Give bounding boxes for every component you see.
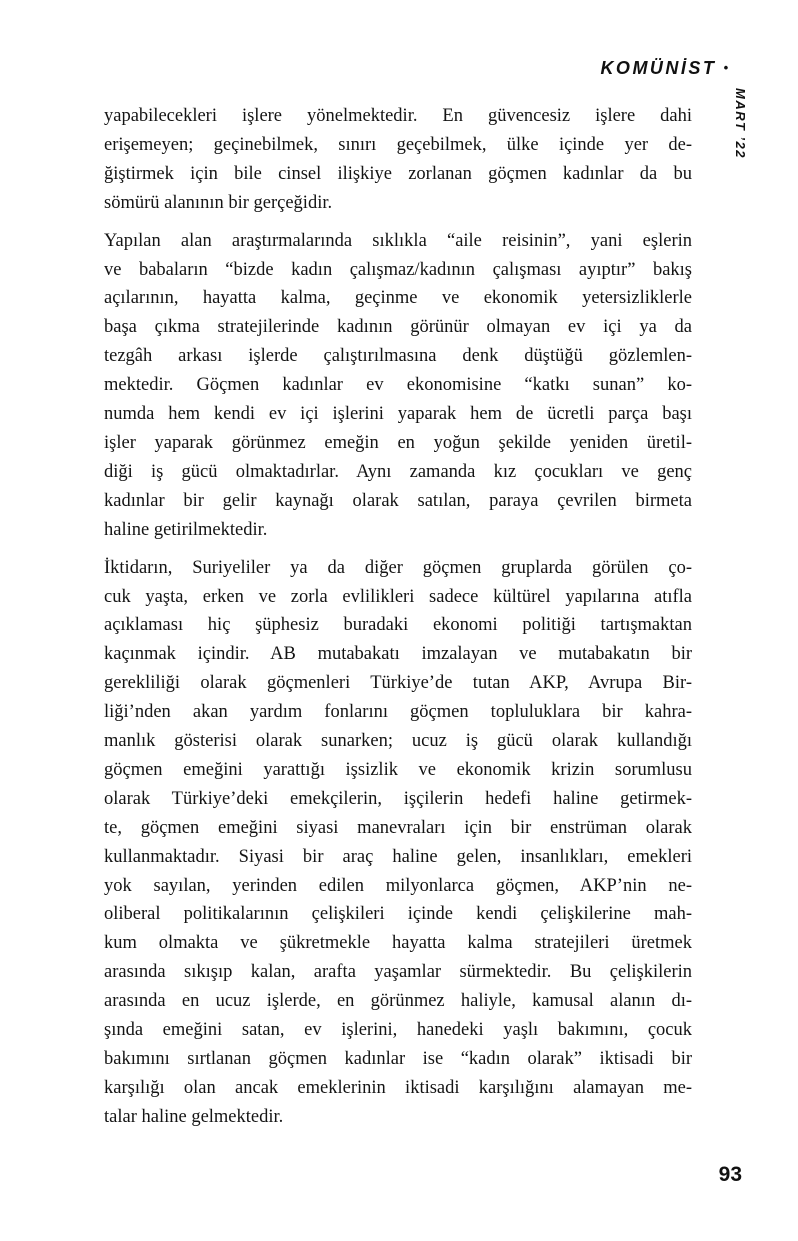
journal-title: KOMÜNİST [600,58,717,78]
text-line: arasında en ucuz işlerde, en görünmez haliyle, kamusal alanın dı- [104,991,692,1012]
issue-date-vertical: MART ’22 [733,88,748,159]
text-line: sömürü alanının bir gerçeğidir. [104,192,333,213]
text-line: göçmen emeğini yarattığı işsizlik ve ekonomik krizin sorumlusu [104,759,692,780]
body-text [104,102,692,1132]
text-line: kadınlar bir gelir kaynağı olarak satılan, paraya çevrilen birmeta [104,490,692,511]
text-line: arasında sıkışıp kalan, arafta yaşamlar sürmektedir. Bu çelişkilerin [104,962,692,983]
text-line: kaçınmak içindir. AB mutabakatı imzalayan ve mutabakatın bir [104,644,692,665]
text-line: diği iş gücü olmaktadırlar. Aynı zamanda kız çocukları ve genç [104,461,692,482]
text-line: açılarının, hayatta kalma, geçinme ve ekonomik yetersizliklerle [104,288,692,309]
text-line: haline getirilmektedir. [104,519,268,540]
text-line: yok sayılan, yerinden edilen milyonlarca göçmen, AKP’nin ne- [104,875,692,896]
text-line: başa çıkma stratejilerinde kadının görünür olmayan ev içi ya da [104,317,692,338]
text-line: mektedir. Göçmen kadınlar ev ekonomisine “katkı sunan” ko- [104,375,692,396]
text-line: İktidarın, Suriyeliler ya da diğer göçmen gruplarda görülen ço- [104,557,692,578]
text-line: ve babaların “bizde kadın çalışmaz/kadının çalışması ayıptır” bakış [104,259,692,280]
text-line: oliberal politikalarının çelişkileri içinde kendi çelişkilerine mah- [104,904,692,925]
text-line: kum olmakta ve şükretmekle hayatta kalma stratejileri üretmek [104,933,692,954]
text-line: liği’nden akan yardım fonlarını göçmen topluluklara bir kahra- [104,702,692,723]
text-line: cuk yaşta, erken ve zorla evlilikleri sadece kültürel yapılarına atıfla [104,586,692,607]
text-line: açıklaması hiç şüphesiz buradaki ekonomi politiği tartışmaktan [104,615,692,636]
text-line: işler yaparak görünmez emeğin en yoğun şekilde yeniden üretil- [104,432,692,453]
text-line: ğiştirmek için bile cinsel ilişkiye zorlanan göçmen kadınlar da bu [104,163,692,184]
text-line: talar haline gelmektedir. [104,1106,284,1127]
text-line: te, göçmen emeğini siyasi manevraları için bir enstrüman olarak [104,817,692,838]
text-line: Yapılan alan araştırmalarında sıklıkla “aile reisinin”, yani eşlerin [104,230,692,251]
text-line: manlık gösterisi olarak sunarken; ucuz iş gücü olarak kullandığı [104,731,692,752]
bullet-separator-icon: • [723,60,728,75]
text-line: erişemeyen; geçinebilmek, sınırı geçebilmek, ülke içinde yer de- [104,134,692,155]
text-line: gerekliliği olarak göçmenleri Türkiye’de tutan AKP, Avrupa Bir- [104,673,692,694]
paragraph [104,227,692,545]
text-line: olarak Türkiye’deki emekçilerin, işçilerin hedefi haline getirmek- [104,788,692,809]
paragraph [104,102,692,218]
page-header [600,58,728,79]
text-line: şında emeğini satan, ev işlerini, hanedeki yaşlı bakımını, çocuk [104,1020,692,1041]
text-line: yapabilecekleri işlere yönelmektedir. En güvencesiz işlere dahi [104,106,692,126]
page-number: 93 [718,1163,742,1186]
text-line: numda hem kendi ev içi işlerini yaparak hem de ücretli parça başı [104,404,692,425]
text-line: karşılığı olan ancak emeklerinin iktisadi karşılığını alamayan me- [104,1077,692,1098]
text-line: bakımını sırtlanan göçmen kadınlar ise “kadın olarak” iktisadi bir [104,1049,692,1069]
text-line: kullanmaktadır. Siyasi bir araç haline gelen, insanlıkları, emekleri [104,846,692,867]
text-line: tezgâh arkası işlerde çalıştırılmasına denk düştüğü gözlemlen- [104,346,692,367]
paragraph [104,554,692,1132]
